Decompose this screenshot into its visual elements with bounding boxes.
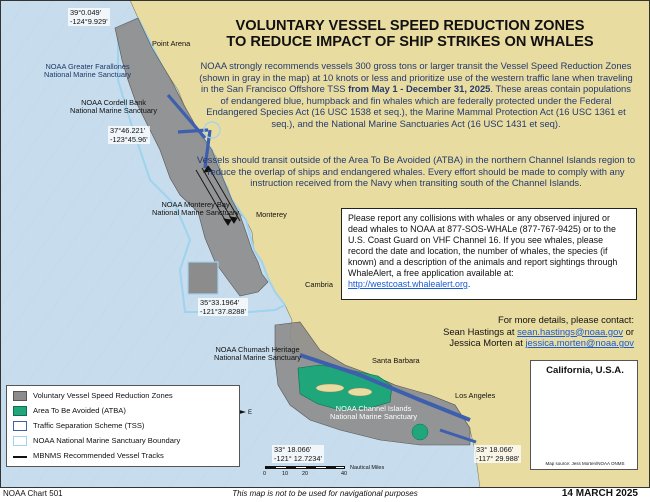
scale-unit: Nautical Miles xyxy=(350,465,385,471)
legend-label-atba: Area To Be Avoided (ATBA) xyxy=(33,406,126,415)
legend-label-sanctuary: NOAA National Marine Sanctuary Boundary xyxy=(33,436,181,445)
issue-date: 14 MARCH 2025 xyxy=(561,488,638,499)
label-channel-islands: NOAA Channel Islands National Marine Sanctuary xyxy=(330,404,418,422)
scale-tick-40: 40 xyxy=(341,471,348,477)
compass-e: E xyxy=(248,410,253,416)
legend-label-tracks: MBNMS Recommended Vessel Tracks xyxy=(33,451,164,460)
recommendation-part1: NOAA strongly recommends vessels 300 gross tons or larger transit the Vessel Speed Reduction Zones (shown in gray in the map) at 10 knots or less and prioritize use of the western traffic lane when traveling in the San Francisco Offshore TSS xyxy=(199,60,633,95)
coord-se-lat: 33° 18.066' xyxy=(476,445,514,454)
coord-se-lon: -117° 29.988' xyxy=(476,454,520,463)
scale-tick-0: 0 xyxy=(263,471,267,477)
contact-name-1: Sean Hastings at xyxy=(443,325,518,337)
label-greater-farallones: NOAA Greater Farallones National Marine Sanctuary xyxy=(44,62,132,80)
channel-island-2 xyxy=(348,388,372,396)
label-los-angeles: Los Angeles xyxy=(455,391,496,400)
legend xyxy=(6,385,240,467)
inset-source: Map source: Jess Morten/NOAA ONMS xyxy=(545,461,625,466)
contact-block xyxy=(346,314,634,349)
coord-nw-lon: -124°9.929' xyxy=(70,17,108,26)
legend-label-vsr: Voluntary Vessel Speed Reduction Zones xyxy=(33,391,173,400)
coord-sf xyxy=(108,126,150,144)
label-cordell-bank: NOAA Cordell Bank National Marine Sanctuary xyxy=(70,98,158,116)
coord-sf-lon: -123°45.96' xyxy=(110,135,148,144)
contact-email-2[interactable]: jessica.morten@noaa.gov xyxy=(525,337,634,349)
atba-paragraph: Vessels should transit outside of the Area To Be Avoided (ATBA) in the northern Channel Islands region to reduce the overlap of ships and endangered whales. Every effort should be made to comply with any instruction received from the Navy when transiting south of the Channel Islands. xyxy=(196,154,636,189)
label-monterey-bay: NOAA Monterey Bay National Marine Sanctuary xyxy=(152,200,240,218)
legend-swatch-tracks xyxy=(13,456,27,458)
scale-bar xyxy=(265,464,389,478)
coord-sw xyxy=(272,445,324,463)
contact-line-3 xyxy=(346,337,634,349)
inset-box xyxy=(530,360,638,470)
report-box xyxy=(341,208,637,300)
report-end: . xyxy=(467,279,471,289)
disclaimer: This map is not to be used for navigational purposes xyxy=(232,489,418,498)
recommendation-paragraph xyxy=(196,60,636,130)
coord-nw xyxy=(68,8,110,26)
label-chumash: NOAA Chumash Heritage National Marine Sanctuary xyxy=(214,345,302,363)
contact-line-2 xyxy=(346,326,634,338)
title-line-1: VOLUNTARY VESSEL SPEED REDUCTION ZONES xyxy=(235,18,585,34)
channel-island-1 xyxy=(316,384,344,392)
contact-name-2: Jessica Morten at xyxy=(449,337,526,349)
legend-swatch-tss xyxy=(13,421,27,431)
legend-swatch-vsr xyxy=(13,391,27,401)
page-title xyxy=(190,18,630,50)
contact-email-1[interactable]: sean.hastings@noaa.gov xyxy=(517,325,624,337)
coord-sf-lat: 37°46.221' xyxy=(110,126,146,135)
coord-se xyxy=(474,445,521,463)
scale-tick-10: 10 xyxy=(282,471,289,477)
coord-sw-lat: 33° 18.066' xyxy=(274,445,312,454)
scale-tick-20: 20 xyxy=(302,471,309,477)
recommendation-date-range: from May 1 - December 31, 2025 xyxy=(348,83,491,95)
scale-bar-graphic xyxy=(265,466,345,469)
legend-swatch-atba xyxy=(13,406,27,416)
coord-cambria-lat: 35°33.1964' xyxy=(200,298,240,307)
vsr-zone-offshore-box xyxy=(188,262,218,294)
legend-swatch-sanctuary xyxy=(13,436,27,446)
coord-sw-lon: -121° 12.7234' xyxy=(274,454,322,463)
title-line-2: TO REDUCE IMPACT OF SHIP STRIKES ON WHALES xyxy=(226,34,594,50)
inset-title: California, U.S.A. xyxy=(546,365,624,376)
legend-label-tss: Traffic Separation Scheme (TSS) xyxy=(33,421,145,430)
report-text: Please report any collisions with whales or any observed injured or dead whales to NOAA at 877-SOS-WHALe (877-767-9425) or to the U.S. Coast Guard on VHF Channel 16. If you see whales, please record the date and location, the number of whales, the species (if known) and a description of the animals and report sightings through WhaleAlert, a free application available at: xyxy=(348,213,618,278)
label-santa-barbara: Santa Barbara xyxy=(372,356,420,365)
channel-island-santa-barbara xyxy=(412,424,428,440)
coord-cambria-lon: -121°37.8288' xyxy=(200,307,246,316)
coord-cambria xyxy=(198,298,248,316)
contact-line-1: For more details, please contact: xyxy=(497,314,634,325)
label-cambria: Cambria xyxy=(305,280,333,289)
coord-nw-lat: 39°0.049' xyxy=(70,8,102,17)
label-point-arena: Point Arena xyxy=(152,39,191,48)
contact-separator: or xyxy=(623,325,634,337)
chart-id: NOAA Chart 501 xyxy=(3,489,63,498)
recommendation-part2: . These areas contain populations of endangered blue, humpback and fin whales which are federally protected under the Federal Endangered Species Act (16 USC 1538 et seq.), the Marine Mammal Protection Act (16 USC 1361 et seq.), and the National Marine Sanctuaries Act (16 USC 1431 et seq). xyxy=(206,83,631,129)
whalealert-link[interactable]: http://westcoast.whalealert.org xyxy=(348,279,468,289)
label-monterey: Monterey xyxy=(256,210,287,219)
